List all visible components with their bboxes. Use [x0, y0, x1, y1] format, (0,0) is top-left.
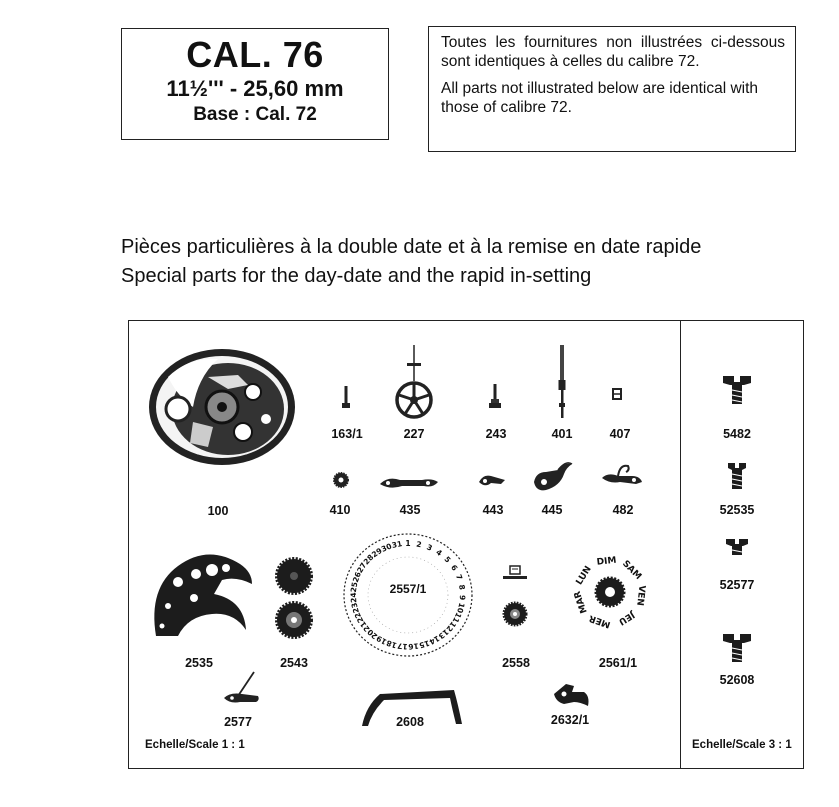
date-disc-number: 22	[352, 611, 366, 625]
date-disc-number: 20	[365, 627, 380, 641]
date-disc-number: 8	[457, 583, 467, 591]
date-disc-number: 18	[385, 638, 398, 651]
note-french: Toutes les fournitures non illustrées ci-dessous sont identiques à celles du calibre 72.	[441, 34, 785, 70]
caliber-box	[121, 28, 389, 140]
date-disc-number: 10	[455, 601, 467, 615]
caliber-base: Base : Cal. 72	[193, 104, 317, 125]
date-disc-number: 2	[415, 539, 423, 550]
screw-52608-icon	[722, 632, 752, 664]
caliber-size: 11½''' - 25,60 mm	[166, 76, 344, 101]
part-label-2543: 2543	[280, 656, 308, 670]
movement-drawing	[148, 347, 298, 467]
date-disc-number: 5	[442, 554, 453, 565]
screw-label-52577: 52577	[719, 578, 755, 592]
part-label-2577: 2577	[224, 715, 252, 729]
part-label-2608: 2608	[396, 715, 424, 729]
frame-divider	[680, 320, 681, 769]
part-227-drawing	[394, 345, 434, 419]
part-label-2632-1: 2632/1	[550, 713, 590, 727]
date-disc-number: 17	[396, 641, 409, 652]
part-label-163-1: 163/1	[331, 427, 363, 441]
part-2543-drawing	[274, 556, 314, 642]
part-label-2557-1: 2557/1	[389, 582, 427, 596]
scale-right: Echelle/Scale 3 : 1	[692, 739, 792, 751]
date-disc-number: 28	[361, 552, 376, 567]
part-163-1-drawing	[341, 386, 351, 410]
heading-french: Pièces particulières à la double date et à la remise en date rapide	[121, 236, 702, 258]
day-disc-name: VEN	[634, 584, 647, 607]
date-disc-number: 6	[449, 563, 460, 573]
date-disc-number: 21	[358, 619, 372, 634]
day-disc-name: SAM	[620, 558, 644, 582]
date-disc-number: 15	[418, 638, 431, 651]
date-disc-number: 12	[444, 619, 458, 634]
part-2577-drawing	[222, 670, 262, 706]
part-label-445: 445	[541, 503, 563, 517]
part-2558-drawing	[500, 566, 530, 630]
note-box	[428, 26, 796, 152]
part-label-2561-1: 2561/1	[598, 656, 638, 670]
date-disc-number: 23	[349, 601, 361, 615]
date-disc-number: 13	[436, 627, 451, 641]
part-label-407: 407	[609, 427, 631, 441]
date-disc-number: 31	[390, 539, 404, 550]
caliber-title: CAL. 76	[186, 34, 324, 75]
day-disc-name: LUN	[574, 564, 594, 588]
part-445-drawing	[530, 460, 574, 494]
date-disc-number: 1	[405, 539, 411, 548]
screw-label-52535: 52535	[719, 503, 755, 517]
day-disc-name: JEU	[616, 609, 637, 627]
date-disc-number: 16	[407, 641, 420, 652]
part-label-2535: 2535	[185, 656, 213, 670]
section-heading	[121, 233, 821, 291]
date-disc-number: 26	[350, 570, 363, 584]
part-label-100: 100	[207, 504, 229, 518]
screw-5482-icon	[722, 374, 752, 406]
part-label-2558: 2558	[502, 656, 530, 670]
day-disc-name: DIM	[596, 555, 617, 568]
part-482-drawing	[598, 462, 644, 490]
part-2535-drawing	[148, 548, 254, 638]
date-disc-number: 30	[379, 541, 394, 554]
date-disc-number: 7	[453, 573, 465, 582]
screw-label-52608: 52608	[719, 673, 755, 687]
part-label-410: 410	[329, 503, 351, 517]
part-243-drawing	[489, 384, 501, 410]
date-disc-number: 24	[348, 592, 359, 604]
part-410-drawing	[333, 472, 349, 488]
date-disc-number: 19	[374, 633, 389, 647]
date-disc-number: 14	[427, 633, 442, 647]
date-disc-number: 3	[425, 542, 434, 553]
date-disc-number: 11	[450, 611, 464, 625]
note-english: All parts not illustrated below are identical with those of calibre 72.	[441, 80, 759, 116]
part-label-435: 435	[399, 503, 421, 517]
part-407-drawing	[612, 388, 622, 400]
screw-label-5482: 5482	[723, 427, 751, 441]
day-disc-drawing	[562, 542, 658, 642]
part-label-482: 482	[612, 503, 634, 517]
part-label-443: 443	[482, 503, 504, 517]
date-disc-number: 29	[370, 546, 384, 560]
day-disc-name: MAR	[572, 589, 590, 615]
date-disc-number: 9	[457, 594, 468, 601]
part-label-227: 227	[403, 427, 425, 441]
part-label-401: 401	[551, 427, 573, 441]
day-disc-name: MER	[587, 612, 613, 630]
heading-english: Special parts for the day-date and the rapid in-setting	[121, 265, 592, 287]
part-401-drawing	[555, 345, 569, 420]
screw-52577-icon	[725, 538, 749, 556]
part-2632-1-drawing	[550, 680, 592, 710]
part-label-243: 243	[485, 427, 507, 441]
date-disc-number: 27	[355, 560, 369, 575]
date-disc-number: 25	[348, 581, 360, 594]
scale-left: Echelle/Scale 1 : 1	[145, 739, 245, 751]
date-disc-number: 4	[434, 547, 444, 558]
part-443-drawing	[477, 472, 507, 490]
part-435-drawing	[378, 472, 440, 492]
screw-52535-icon	[727, 462, 747, 490]
